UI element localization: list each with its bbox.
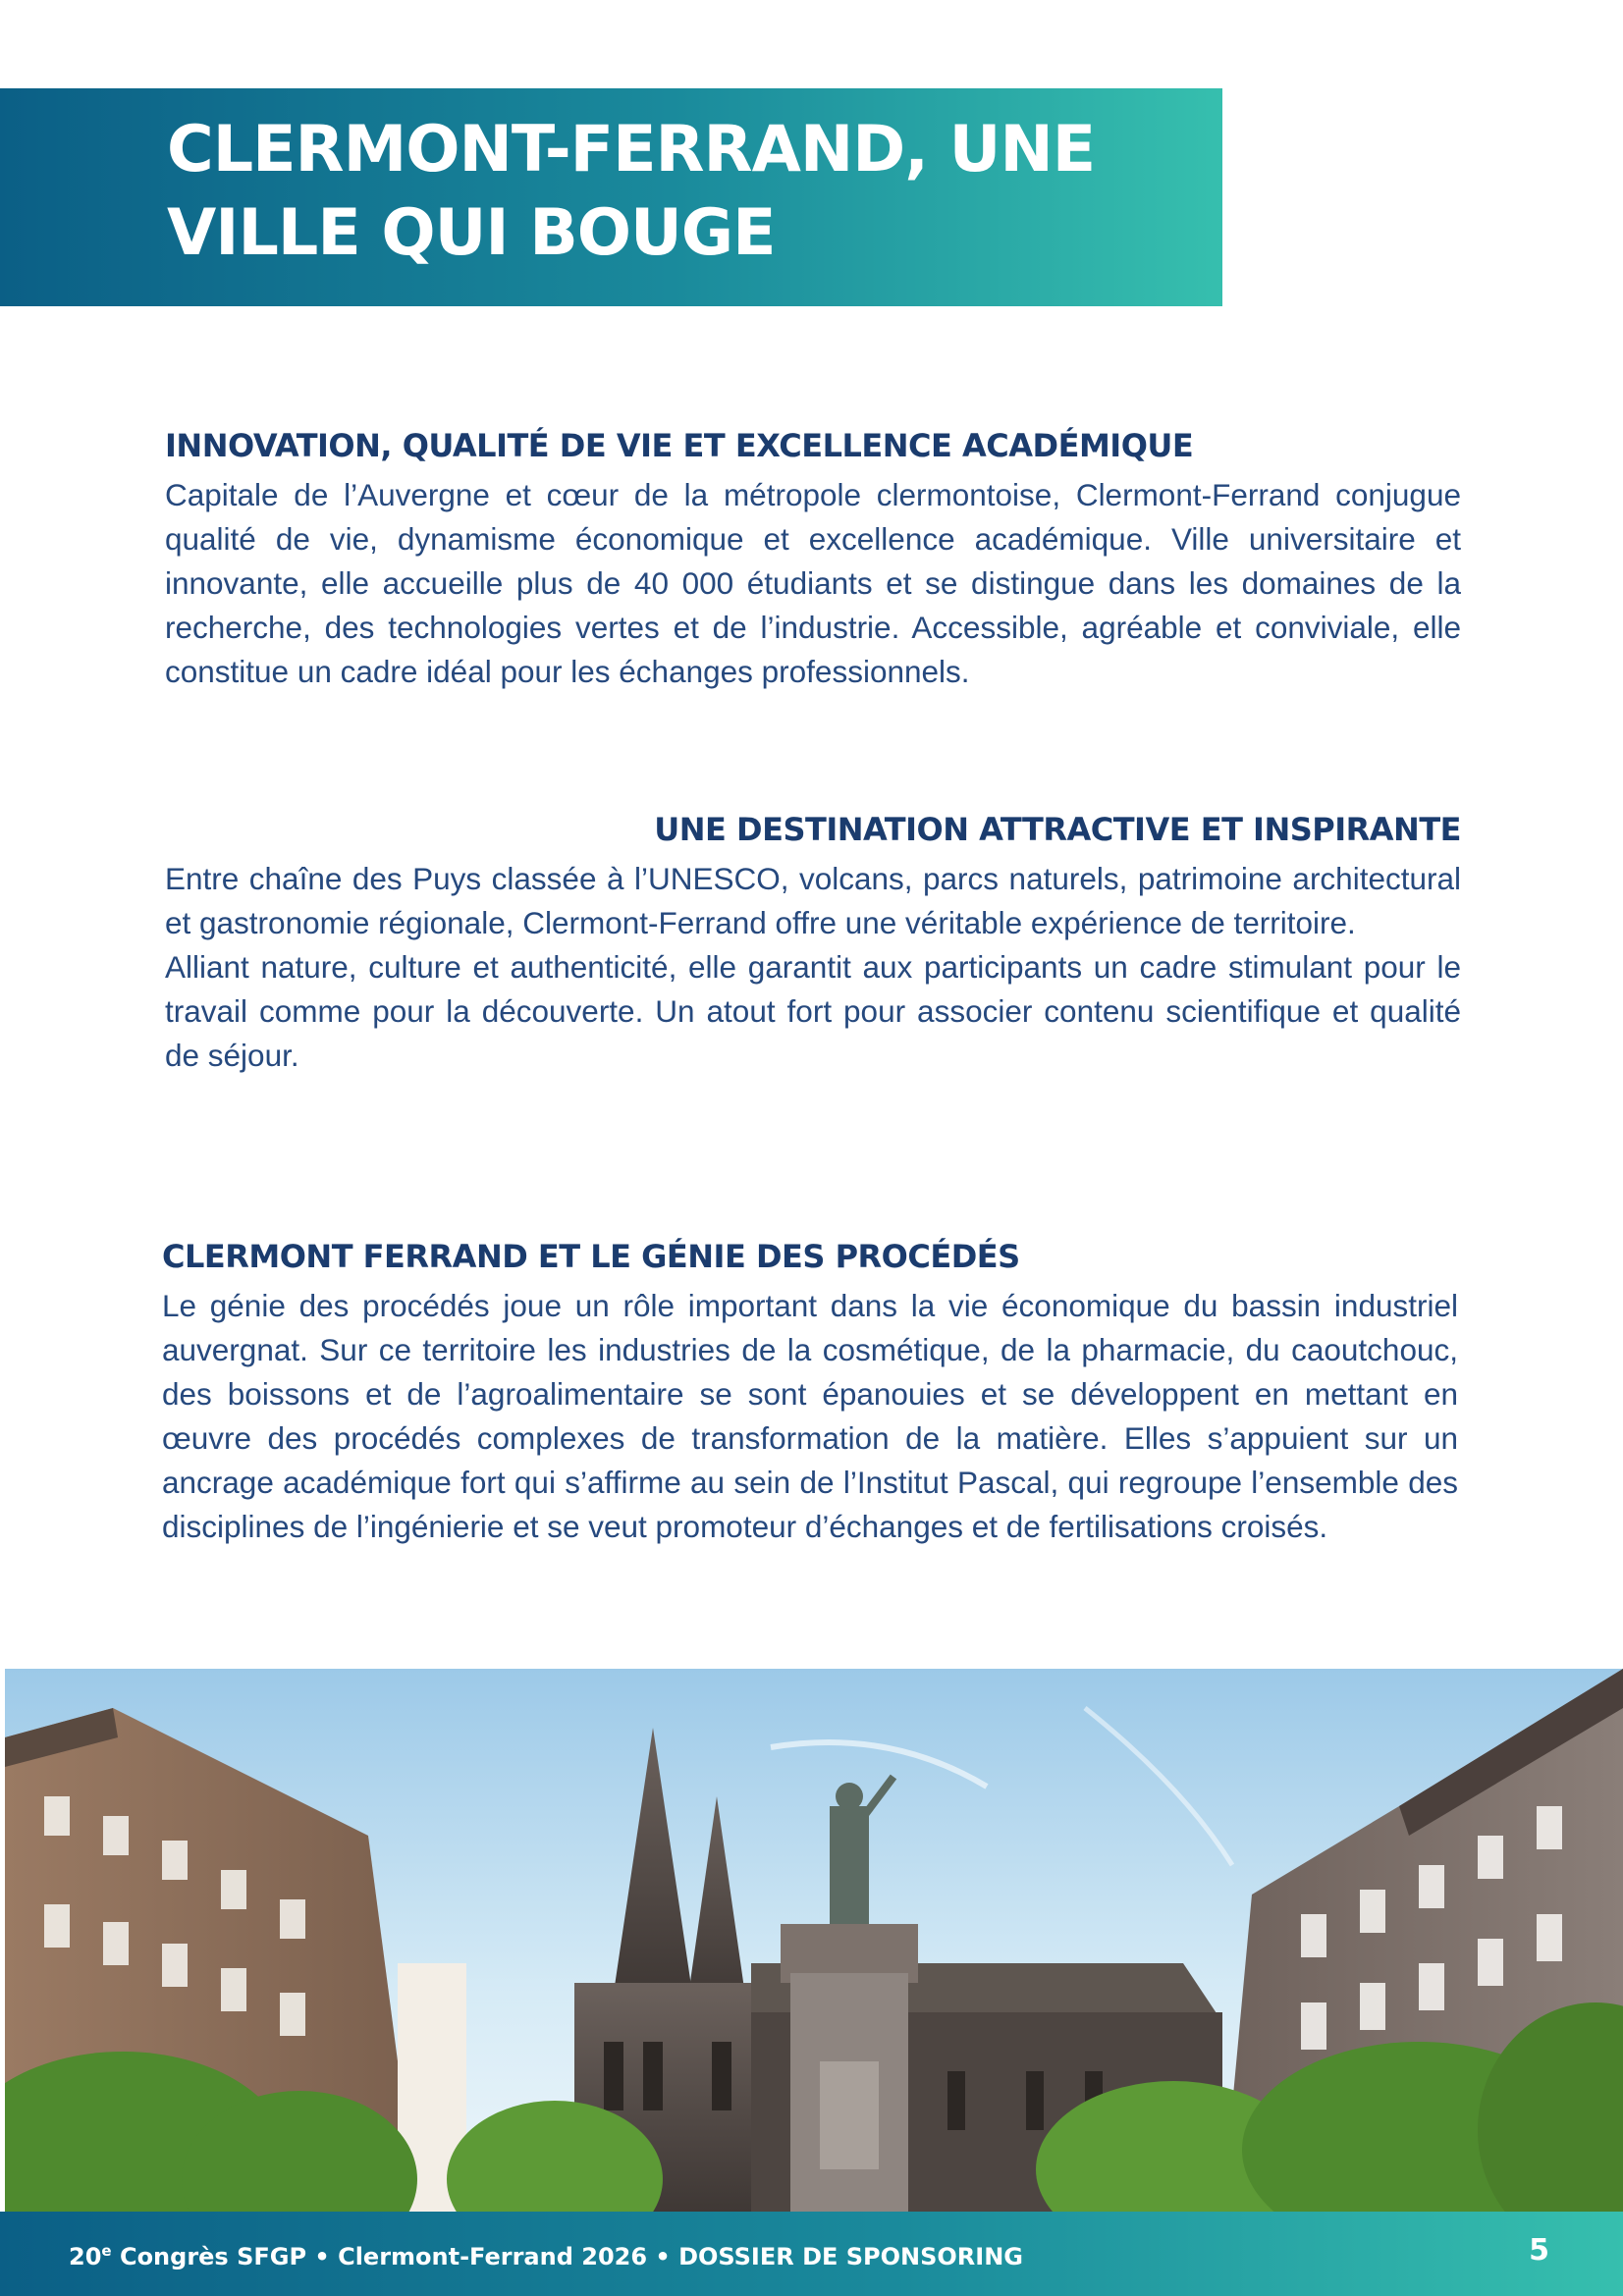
section-heading: UNE DESTINATION ATTRACTIVE ET INSPIRANTE — [654, 811, 1461, 848]
cathedral-photo — [5, 1669, 1623, 2212]
page-title-line-1: CLERMONT-FERRAND, UNE — [167, 113, 1096, 187]
section-paragraph: Capitale de l’Auvergne et cœur de la métropole clermontoise, Clermont-Ferrand conjugue qualité de vie, dynamisme économique et excellence académique. Ville universitaire et innovante, elle accueille plus de 40 000 étudiants et se distingue dans les domaines de la recherche, des technologies vertes et de l’industrie. Accessible, agréable et conviviale, elle constitue un cadre idéal pour les échanges professionnels. — [165, 477, 1461, 689]
page-title-line-2: VILLE QUI BOUGE — [167, 196, 776, 270]
section-destination — [165, 808, 1461, 1078]
footer-text — [69, 2212, 1023, 2290]
page-title — [167, 108, 1208, 275]
section-paragraph: Le génie des procédés joue un rôle important dans la vie économique du bassin industriel auvergnat. Sur ce territoire les industries de la cosmétique, de la pharmacie, du caoutchouc, des boissons et de l’agroalimentaire se sont épanouies et se développent en mettant en œuvre des procédés complexes de transformation de la matière. Elles s’appuient sur un ancrage académique fort qui s’affirme au sein de l’Institut Pascal, qui regroupe l’ensemble des disciplines de l’ingénierie et se veut promoteur d’échanges et de fertilisations croisés. — [162, 1288, 1458, 1544]
page-number: 5 — [1529, 2233, 1549, 2268]
section-genie-des-procedes — [162, 1235, 1458, 1549]
footer-label: Congrès SFGP • Clermont-Ferrand 2026 • DOSSIER DE SPONSORING — [111, 2243, 1023, 2270]
section-body — [162, 1284, 1458, 1549]
section-body — [165, 857, 1461, 1078]
section-body — [165, 473, 1461, 694]
cathedral-illustration — [5, 1669, 1623, 2212]
congress-number: 20 — [69, 2243, 102, 2270]
section-paragraph: Entre chaîne des Puys classée à l’UNESCO, volcans, parcs naturels, patrimoine architectural et gastronomie régionale, Clermont-Ferrand offre une véritable expérience de territoire. — [165, 861, 1461, 940]
footer-bar — [0, 2212, 1623, 2296]
section-heading: INNOVATION, QUALITÉ DE VIE ET EXCELLENCE ACADÉMIQUE — [165, 427, 1194, 464]
section-paragraph: Alliant nature, culture et authenticité, elle garantit aux participants un cadre stimulant pour le travail comme pour la découverte. Un atout fort pour associer contenu scientifique et qualité de séjour. — [165, 949, 1461, 1073]
congress-ordinal: e — [101, 2242, 112, 2260]
section-heading: CLERMONT FERRAND ET LE GÉNIE DES PROCÉDÉS — [162, 1238, 1020, 1275]
section-innovation — [165, 424, 1461, 694]
